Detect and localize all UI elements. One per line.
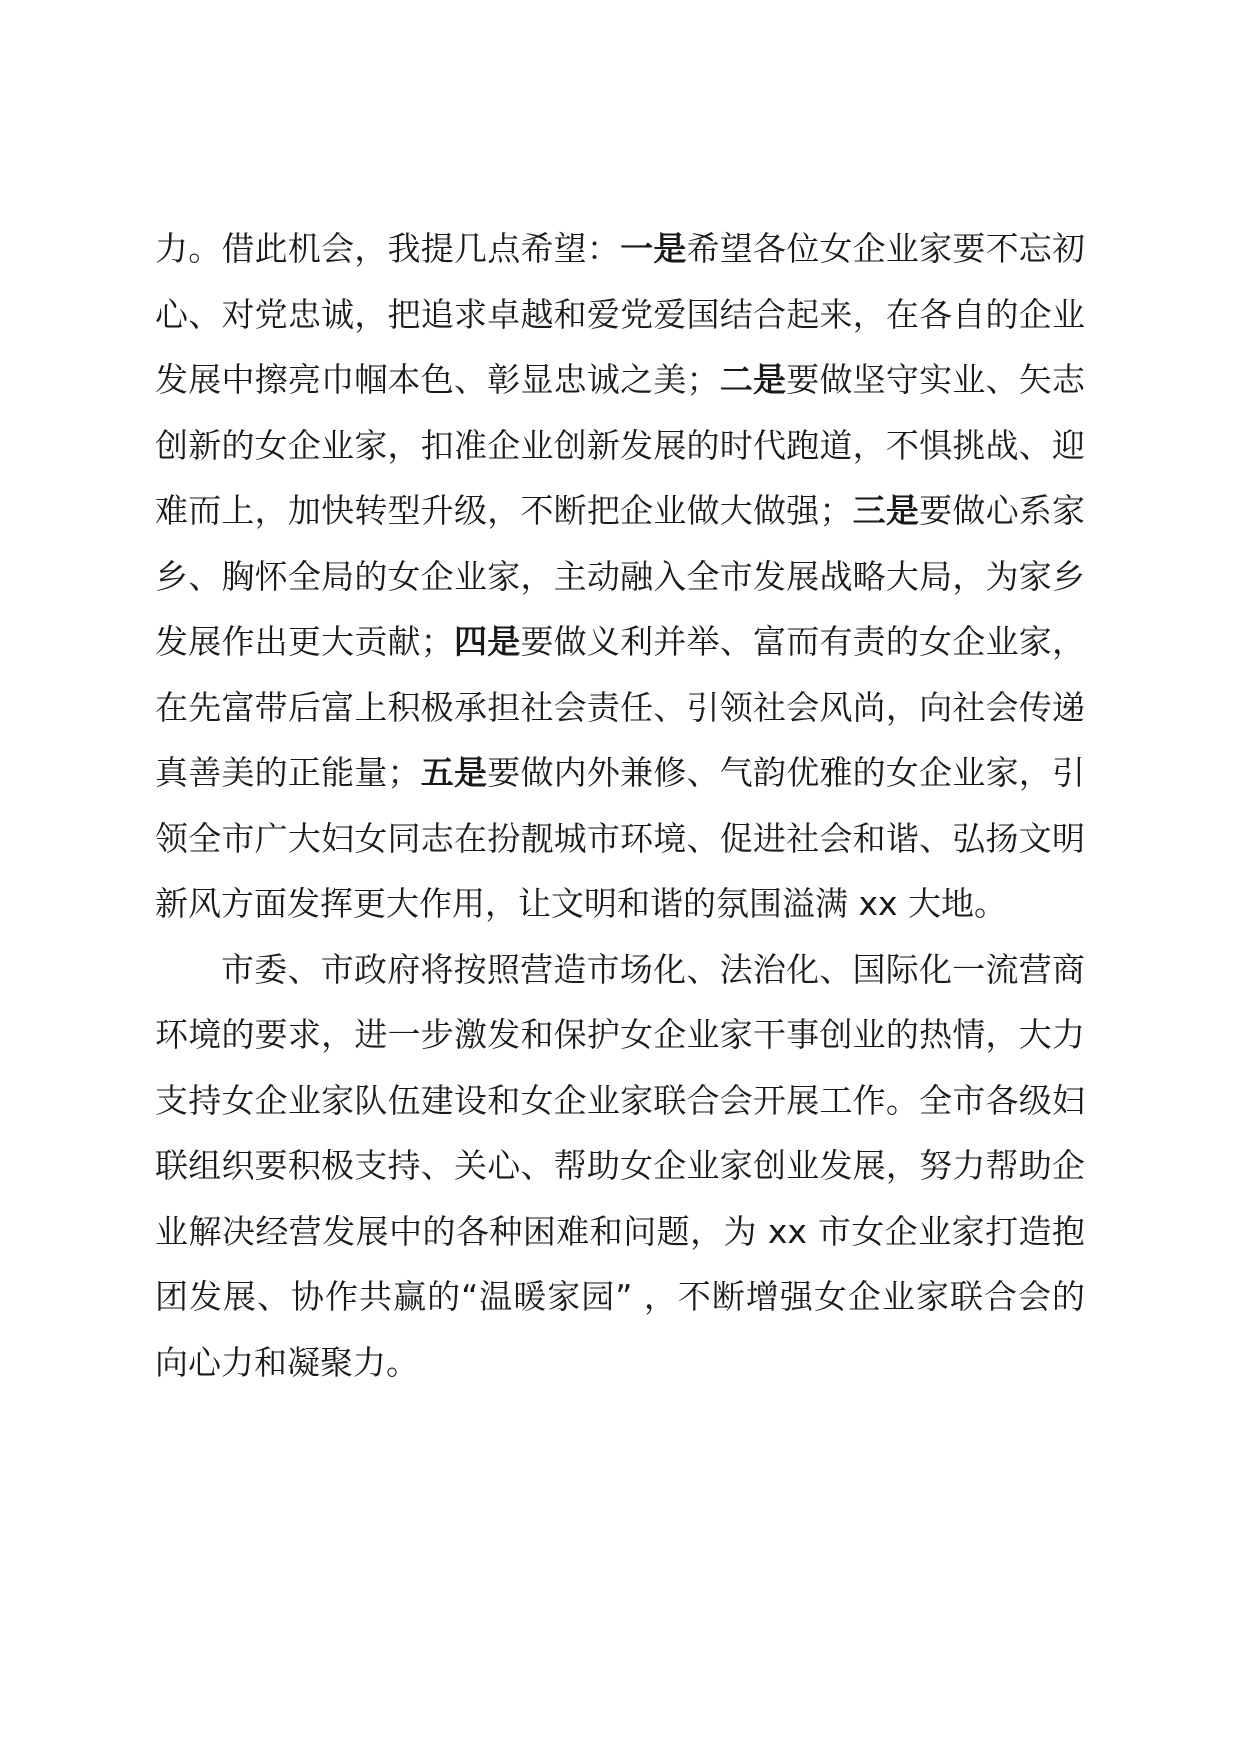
keyword-third: 三是: [852, 491, 920, 530]
keyword-fifth: 五是: [420, 753, 488, 792]
keyword-fourth: 四是: [453, 622, 521, 661]
keyword-second: 二是: [719, 360, 787, 399]
document-body: [155, 216, 1085, 1395]
paragraph-hopes-text-4: 要做心系家乡、胸怀全局的女企业家，主动融入全市发展战略大局，为家乡发展作出更大贡献；: [155, 491, 1086, 661]
paragraph-hopes-text-2: 希望各位女企业家要不忘初心、对党忠诚，把追求卓越和爱党爱国结合起来，在各自的企业发展中擦亮巾帼本色、彰显忠诚之美；: [155, 229, 1086, 399]
paragraph-hopes: [155, 216, 1085, 937]
paragraph-government-support: 市委、市政府将按照营造市场化、法治化、国际化一流营商环境的要求，进一步激发和保护女企业家干事创业的热情，大力支持女企业家队伍建设和女企业家联合会开展工作。全市各级妇联组织要积极支持、关心、帮助女企业家创业发展，努力帮助企业解决经营发展中的各种困难和问题，为 xx 市女企业家打造抱团发展、协作共赢的“温暖家园” ，不断增强女企业家联合会的向心力和凝聚力。: [155, 949, 1085, 1382]
paragraph-hopes-text-1: 力。借此机会，我提几点希望：: [155, 229, 621, 268]
paragraph-hopes-text-6: 要做内外兼修、气韵优雅的女企业家，引领全市广大妇女同志在扮靓城市环境、促进社会和谐、弘扬文明新风方面发挥更大作用，让文明和谐的氛围溢满 xx 大地。: [155, 753, 1086, 923]
paragraph-hopes-text-5: 要做义利并举、富而有责的女企业家，在先富带后富上积极承担社会责任、引领社会风尚，向社会传递真善美的正能量；: [155, 622, 1086, 792]
paragraph-hopes-text-3: 要做坚守实业、矢志创新的女企业家，扣准企业创新发展的时代跑道，不惧挑战、迎难而上，加快转型升级，不断把企业做大做强；: [155, 360, 1086, 530]
keyword-first: 一是: [620, 229, 687, 268]
